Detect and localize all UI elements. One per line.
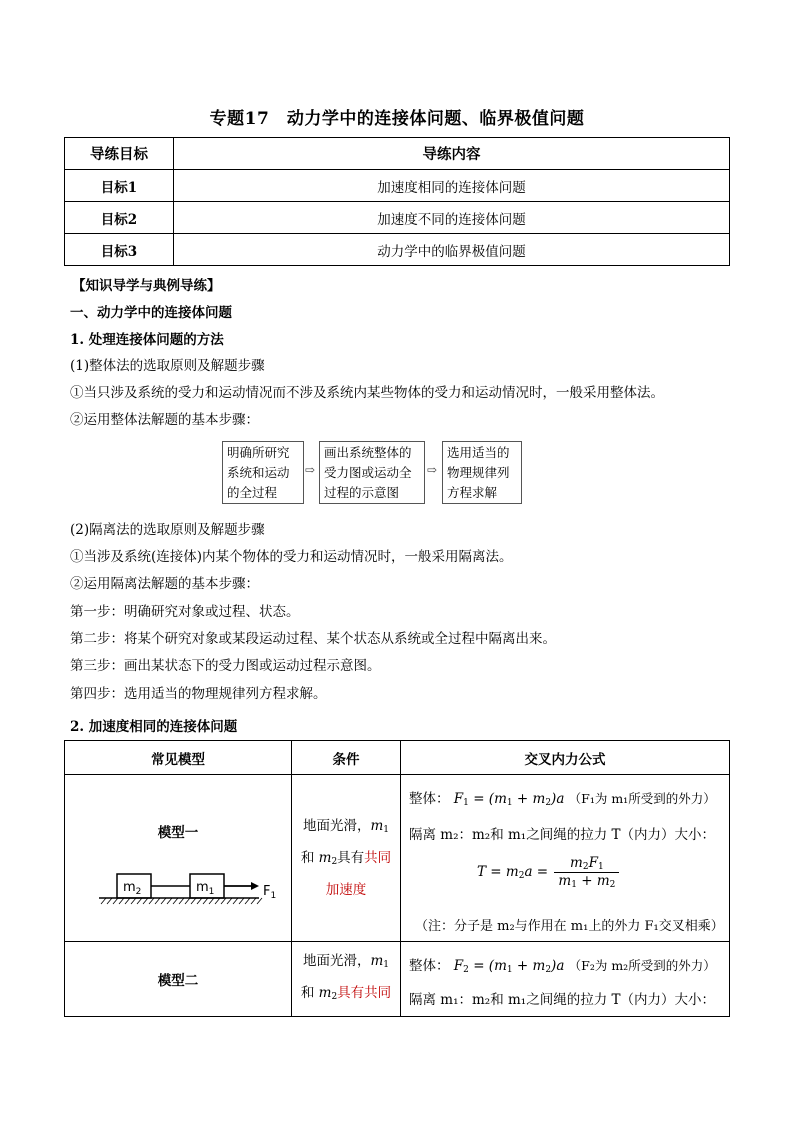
model1-note: （注：分子是 m₂与作用在 m₁上的外力 F₁交叉相乘）	[415, 919, 724, 934]
isolate-line-2: ②运用隔离法解题的基本步骤：	[70, 576, 259, 592]
flow-box-2-line-1: 画出系统整体的	[324, 445, 412, 460]
isolate-title: (2)隔离法的选取原则及解题步骤	[70, 522, 265, 538]
hatch-line	[209, 898, 214, 904]
model1-cond-c: 具有	[337, 850, 365, 866]
hatch-line	[173, 898, 178, 904]
flow-box-2-line-2: 受力图或运动全	[324, 465, 412, 480]
flow-arrow-2: ⇨	[427, 463, 438, 477]
model2-cond-a: 地面光滑，	[302, 953, 371, 969]
hatch-line	[203, 898, 208, 904]
flow-box-2	[319, 441, 425, 504]
step-1: 第一步：明确研究对象或过程、状态。	[70, 604, 300, 620]
hatch-line	[131, 898, 136, 904]
goal-row-2-label: 目标2	[65, 202, 174, 234]
force-label: $F_1$	[263, 884, 277, 901]
model-table-header-model: 常见模型	[65, 741, 292, 775]
model1-condition: 地面光滑，$m_1$ 和 $m_2$具有共同 加速度	[292, 775, 401, 942]
flow-box-2-line-3: 过程的示意图	[324, 485, 400, 500]
hatch-line	[179, 898, 184, 904]
model1-whole-note: （F₁为 m₁所受到的外力）	[568, 791, 716, 806]
model2-condition: 地面光滑，$m_1$ 和 $m_2$具有共同	[292, 942, 401, 1017]
hatch-line	[257, 898, 262, 904]
hatch-line	[233, 898, 238, 904]
step-4: 第四步：选用适当的物理规律列方程求解。	[70, 686, 327, 702]
flow-box-1-line-1: 明确所研究	[227, 445, 290, 460]
hatch-line	[161, 898, 166, 904]
whole-line-1: ①当只涉及系统的受力和运动情况而不涉及系统内某些物体的受力和运动情况时，一般采用整体法。	[70, 385, 664, 401]
model2-whole-note: （F₂为 m₂所受到的外力）	[568, 958, 716, 973]
model2-whole-formula: 整体： $F_2 = (m_1 + m_2)a$ （F₂为 m₂所受到的外力）	[409, 958, 716, 975]
sub1-title: 1. 处理连接体问题的方法	[70, 332, 224, 348]
isolate-line-1: ①当涉及系统(连接体)内某个物体的受力和运动情况时，一般采用隔离法。	[70, 549, 513, 565]
hatch-line	[191, 898, 196, 904]
hatch-line	[101, 898, 106, 904]
model2-whole-label: 整体：	[409, 958, 450, 974]
whole-line-2: ②运用整体法解题的基本步骤：	[70, 412, 259, 428]
block-m2-label: $m_2$	[123, 880, 142, 897]
model1-cond-m2: m	[318, 850, 332, 866]
model1-cell	[65, 775, 292, 942]
section-header: 【知识导学与典例导练】	[72, 278, 221, 294]
flow-arrow-1: ⇨	[305, 463, 316, 477]
hatch-line	[137, 898, 142, 904]
ground-hatch	[101, 898, 262, 904]
sub2-title: 2. 加速度相同的连接体问题	[70, 719, 238, 735]
step-2: 第二步：将某个研究对象或某段运动过程、某个状态从系统或全过程中隔离出来。	[70, 631, 556, 647]
hatch-line	[197, 898, 202, 904]
model1-iso-label: 隔离 m₂：m₂和 m₁之间绳的拉力 T（内力）大小：	[409, 827, 716, 843]
model1-formula-cell	[401, 775, 730, 942]
model2-formula-cell	[401, 942, 730, 1017]
hatch-line	[107, 898, 112, 904]
flow-box-1-line-2: 系统和运动	[227, 465, 290, 480]
model1-cond-b: 和	[300, 850, 319, 866]
page-title: 专题17 动力学中的连接体问题、临界极值问题	[209, 109, 585, 129]
model1-cond-red2: 加速度	[325, 882, 367, 898]
model1-cond-red1: 共同	[364, 850, 392, 866]
block-m1-label: $m_1$	[196, 880, 215, 897]
flow-box-1-line-3: 的全过程	[227, 485, 278, 500]
flow-box-3	[442, 441, 522, 504]
goal-row-2-content: 加速度不同的连接体问题	[174, 202, 730, 234]
goal-row-3-label: 目标3	[65, 234, 174, 266]
hatch-line	[227, 898, 232, 904]
flow-box-3-line-2: 物理规律列	[447, 465, 510, 480]
hatch-line	[221, 898, 226, 904]
model-table-header-condition: 条件	[292, 741, 401, 775]
model1-whole-label: 整体：	[409, 791, 450, 807]
flow-box-3-line-3: 方程求解	[447, 485, 498, 500]
goal-table	[64, 137, 730, 266]
hatch-line	[125, 898, 130, 904]
hatch-line	[143, 898, 148, 904]
model1-cond-m1: m	[370, 818, 384, 834]
step-3: 第三步：画出某状态下的受力图或运动过程示意图。	[70, 658, 381, 674]
goal-row-1-label: 目标1	[65, 170, 174, 202]
hatch-line	[149, 898, 154, 904]
force-arrowhead	[251, 882, 259, 890]
hatch-line	[251, 898, 256, 904]
model1-name: 模型一	[157, 825, 199, 841]
hatch-line	[215, 898, 220, 904]
goal-row-1-content: 加速度相同的连接体问题	[174, 170, 730, 202]
goal-row-3-content: 动力学中的临界极值问题	[174, 234, 730, 266]
flow-box-3-line-1: 选用适当的	[447, 445, 510, 460]
whole-method-title: (1)整体法的选取原则及解题步骤	[70, 358, 265, 374]
flow-box-1	[222, 441, 304, 504]
hatch-line	[245, 898, 250, 904]
model2-cond-c: 具有共同	[337, 985, 392, 1001]
model2-iso-label: 隔离 m₁：m₂和 m₁之间绳的拉力 T（内力）大小：	[409, 992, 716, 1008]
model2-name: 模型二	[65, 942, 292, 1017]
model1-diagram	[93, 865, 283, 915]
hatch-line	[185, 898, 190, 904]
section1-title: 一、动力学中的连接体问题	[70, 305, 232, 321]
hatch-line	[119, 898, 124, 904]
model1-cond-a: 地面光滑，	[302, 818, 371, 834]
hatch-line	[155, 898, 160, 904]
hatch-line	[167, 898, 172, 904]
hatch-line	[239, 898, 244, 904]
model1-whole-formula: 整体： $F_1 = (m_1 + m_2)a$ （F₁为 m₁所受到的外力）	[409, 791, 716, 808]
model2-cond-b: 和	[300, 985, 319, 1001]
goal-table-header-content: 导练内容	[174, 138, 730, 170]
model1-tension-formula: $T = m_2a$ = $\frac{m_2F_1}{m_1 + m_2}$	[477, 855, 619, 890]
model-table	[64, 740, 730, 1017]
goal-table-header-target: 导练目标	[65, 138, 174, 170]
hatch-line	[113, 898, 118, 904]
model-table-header-formula: 交叉内力公式	[401, 741, 730, 775]
